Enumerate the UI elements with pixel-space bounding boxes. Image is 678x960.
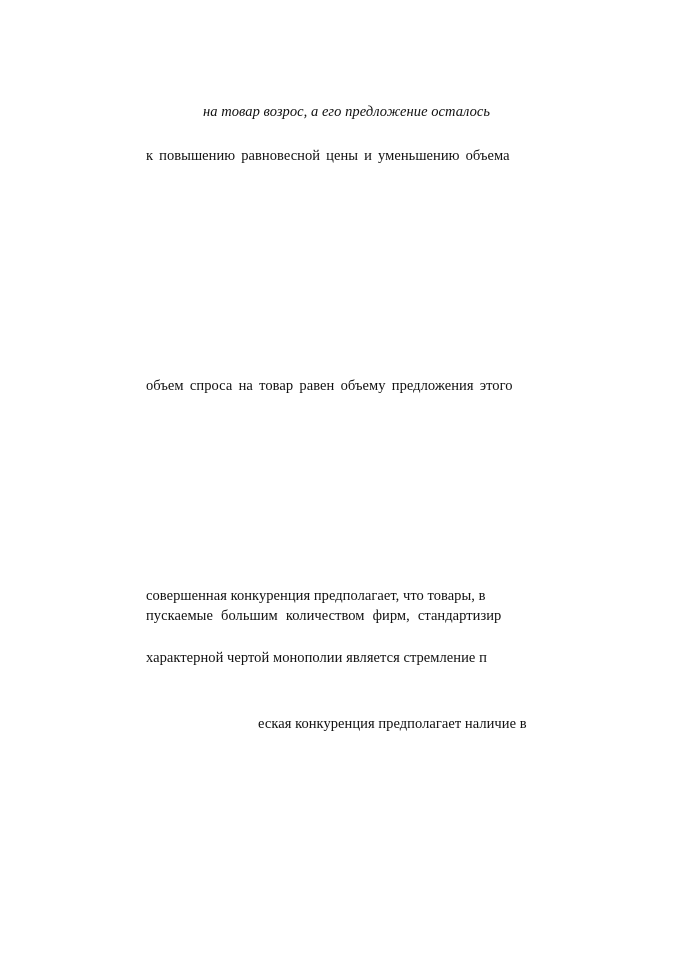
- text-line-demand-equals-supply: объем спроса на товар равен объему предложения этого: [146, 378, 513, 394]
- text-line-monopoly-feature: характерной чертой монополии является стремление п: [146, 650, 487, 666]
- text-line-equilibrium-price: к повышению равновесной цены и уменьшению объема: [146, 148, 510, 164]
- text-line-demand-increase: на товар возрос, а его предложение осталось: [203, 104, 491, 120]
- text-line-perfect-competition: совершенная конкуренция предполагает, что товары, в: [146, 588, 486, 604]
- text-line-standardized-goods: пускаемые большим количеством фирм, стандартизир: [146, 608, 502, 624]
- text-line-competition-assumes: еская конкуренция предполагает наличие в: [258, 716, 527, 732]
